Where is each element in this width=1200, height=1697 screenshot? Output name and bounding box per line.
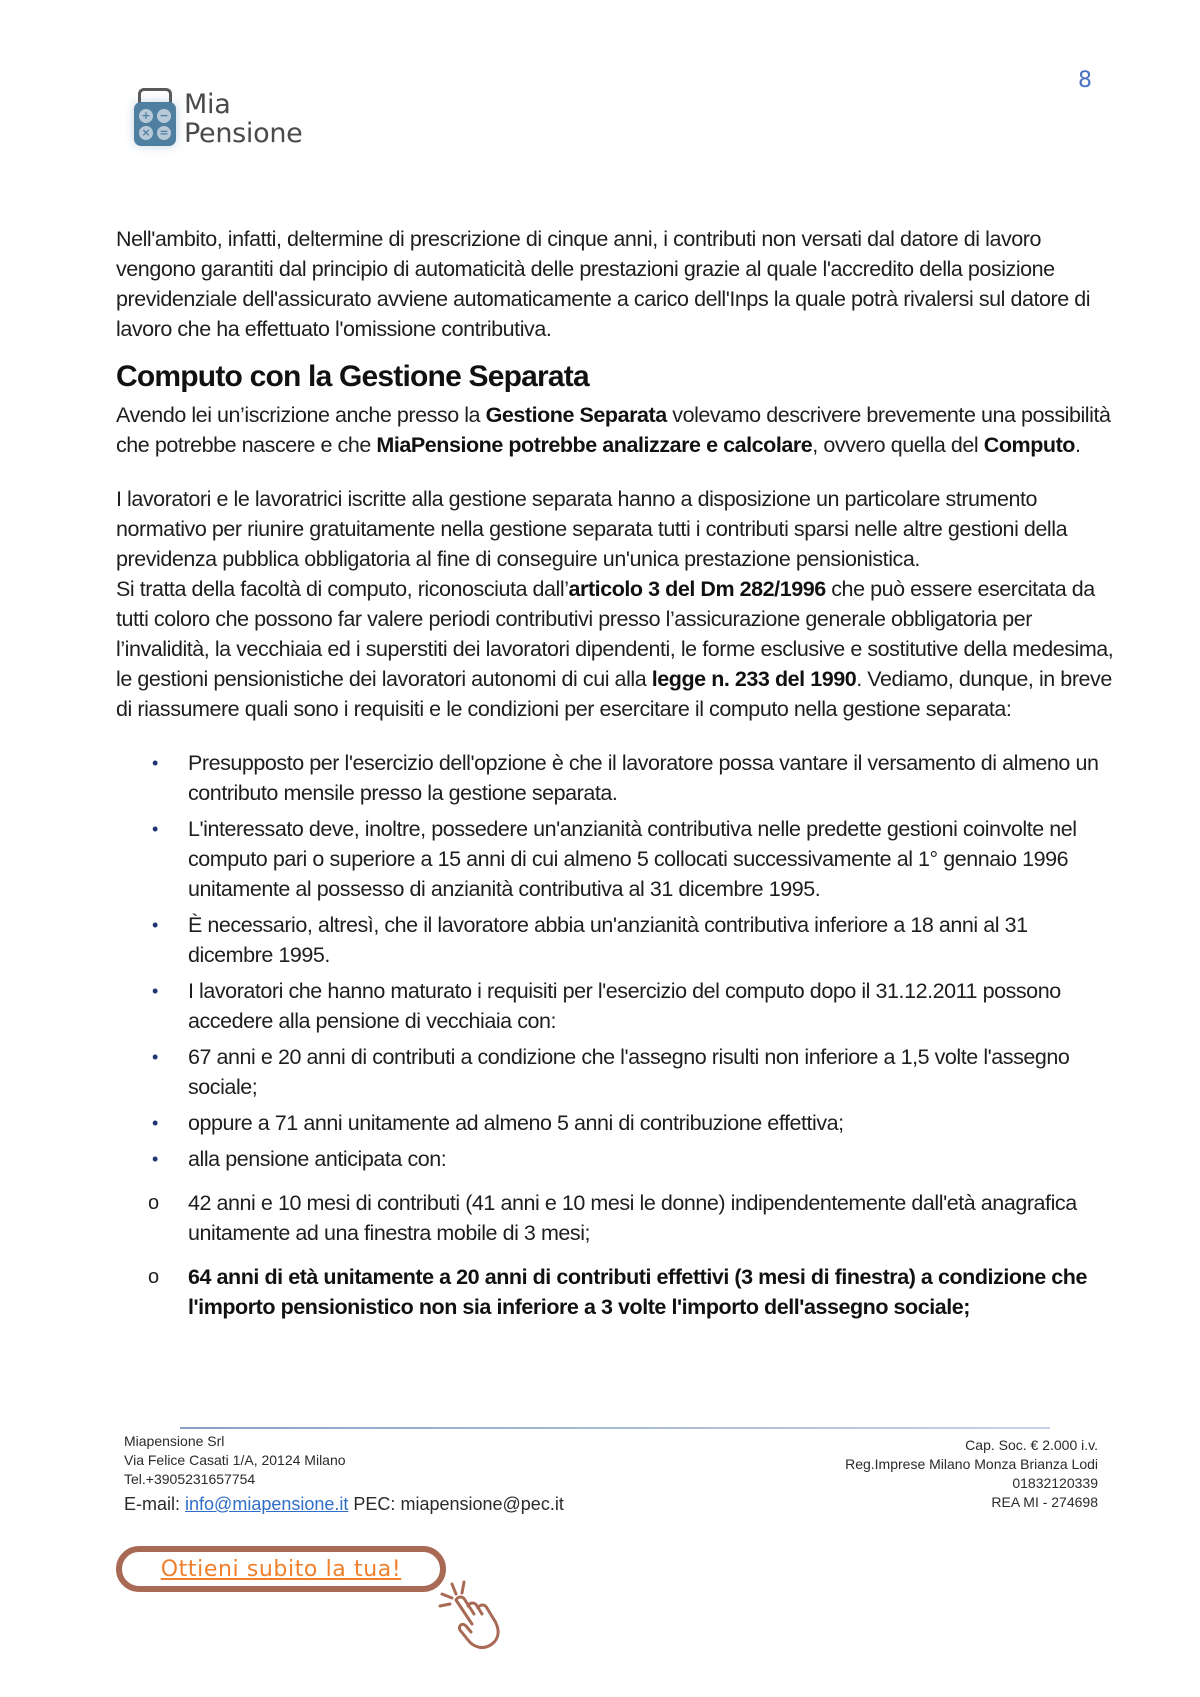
company-address: Via Felice Casati 1/A, 20124 Milano [124,1452,346,1468]
list-item: • alla pensione anticipata con: [152,1147,447,1171]
list-item: • I lavoratori che hanno maturato i requisiti per l'esercizio del computo dopo il 31.12.2011 possono accedere alla pensione di vecchiaia con: [152,979,1061,1033]
sub-list-item: o 42 anni e 10 mesi di contributi (41 anni e 10 mesi le donne) indipendentemente dall'età anagrafica unitamente ad una finestra mobile di 3 mesi; [148,1191,1077,1245]
business-register: Reg.Imprese Milano Monza Brianza Lodi [845,1456,1098,1472]
multiply-key-icon: × [139,126,153,140]
list-item: • È necessario, altresì, che il lavoratore abbia un'anzianità contributiva inferiore a 18 anni al 31 dicembre 1995. [152,913,1028,967]
register-number: 01832120339 [1012,1475,1098,1491]
page-number: 8 [1078,68,1092,93]
footer-contact [124,1432,564,1517]
cta-label: Ottieni subito la tua! [160,1556,402,1582]
email-link[interactable]: info@miapensione.it [185,1494,349,1514]
rea-number: REA MI - 274698 [991,1494,1098,1510]
equals-key-icon: = [157,126,171,140]
miapensione-logo [134,88,302,150]
list-item: • oppure a 71 anni unitamente ad almeno 5 anni di contribuzione effettiva; [152,1111,844,1135]
company-phone: Tel.+3905231657754 [124,1471,256,1487]
footer-divider [180,1427,1050,1429]
logo-wordmark [184,90,302,148]
intro-paragraph: Nell'ambito, infatti, deltermine di prescrizione di cinque anni, i contributi non versati dal datore di lavoro vengono garantiti dal principio di automaticità delle prestazioni grazie al quale l'accredito della posizione previdenziale dell'assicurato avviene automaticamente a carico dell'Inps la quale potrà rivalersi sul datore di lavoro che ha effettuato l'omissione contributiva. [116,227,1091,341]
list-item: • 67 anni e 20 anni di contributi a condizione che l'assegno risulti non inferiore a 1,5 volte l'assegno sociale; [152,1045,1070,1099]
sub-list-item: o 64 anni di età unitamente a 20 anni di contributi effettivi (3 mesi di finestra) a condizione che l'importo pensionistico non sia inferiore a 3 volte l'importo dell'assegno sociale; [148,1265,1087,1319]
list-item: • Presupposto per l'esercizio dell'opzione è che il lavoratore possa vantare il versamento di almeno un contributo mensile presso la gestione separata. [152,751,1099,805]
minus-key-icon: − [157,109,171,123]
pec-address: miapensione@pec.it [400,1494,564,1514]
section-heading: Computo con la Gestione Separata [116,360,589,393]
get-yours-now-button[interactable] [116,1546,446,1592]
share-capital: Cap. Soc. € 2.000 i.v. [965,1437,1098,1453]
footer-legal [845,1436,1098,1512]
document-body [116,224,1116,1328]
plus-key-icon: + [139,109,153,123]
requirements-list [116,748,1116,1322]
list-item: • L'interessato deve, inoltre, possedere un'anzianità contributiva nelle predette gestioni coinvolte nel computo pari o superiore a 15 anni di cui almeno 5 collocati successivamente al 1° gennaio 1996 unitamente al possesso di anzianità contributiva al 31 dicembre 1995. [152,817,1077,901]
calculator-icon [134,88,178,150]
computo-detail-paragraph: I lavoratori e le lavoratrici iscritte alla gestione separata hanno a disposizione un particolare strumento normativo per riunire gratuitamente nella gestione separata tutti i contributi sparsi nelle altre gestioni della previdenza pubblica obbligatoria al fine di conseguire un'unica prestazione pensionistica. Si tratta della facoltà di computo, riconosciuta dall’articolo 3 del Dm 282/1996 che può essere esercitata da tutti coloro che possono far valere periodi contributivi presso l’assicurazione generale obbligatoria per l’invalidità, la vecchiaia ed i superstiti dei lavoratori dipendenti, le forme esclusive e sostitutive della medesima, le gestioni pensionistiche dei lavoratori autonomi di cui alla legge n. 233 del 1990. Vediamo, dunque, in breve di riassumere quali sono i requisiti e le condizioni per esercitare il computo nella gestione separata: [116,487,1114,721]
pointing-hand-click-icon [438,1580,514,1650]
computo-intro-paragraph: Avendo lei un’iscrizione anche presso la Gestione Separata volevamo descrivere brevemente una possibilità che potrebbe nascere e che MiaPensione potrebbe analizzare e calcolare, ovvero quella del Computo. [116,403,1111,457]
email-line: E-mail: info@miapensione.it PEC: miapensione@pec.it [124,1494,564,1514]
company-name: Miapensione Srl [124,1433,225,1449]
logo-line-2: Pensione [184,118,303,149]
logo-line-1: Mia [184,89,231,120]
